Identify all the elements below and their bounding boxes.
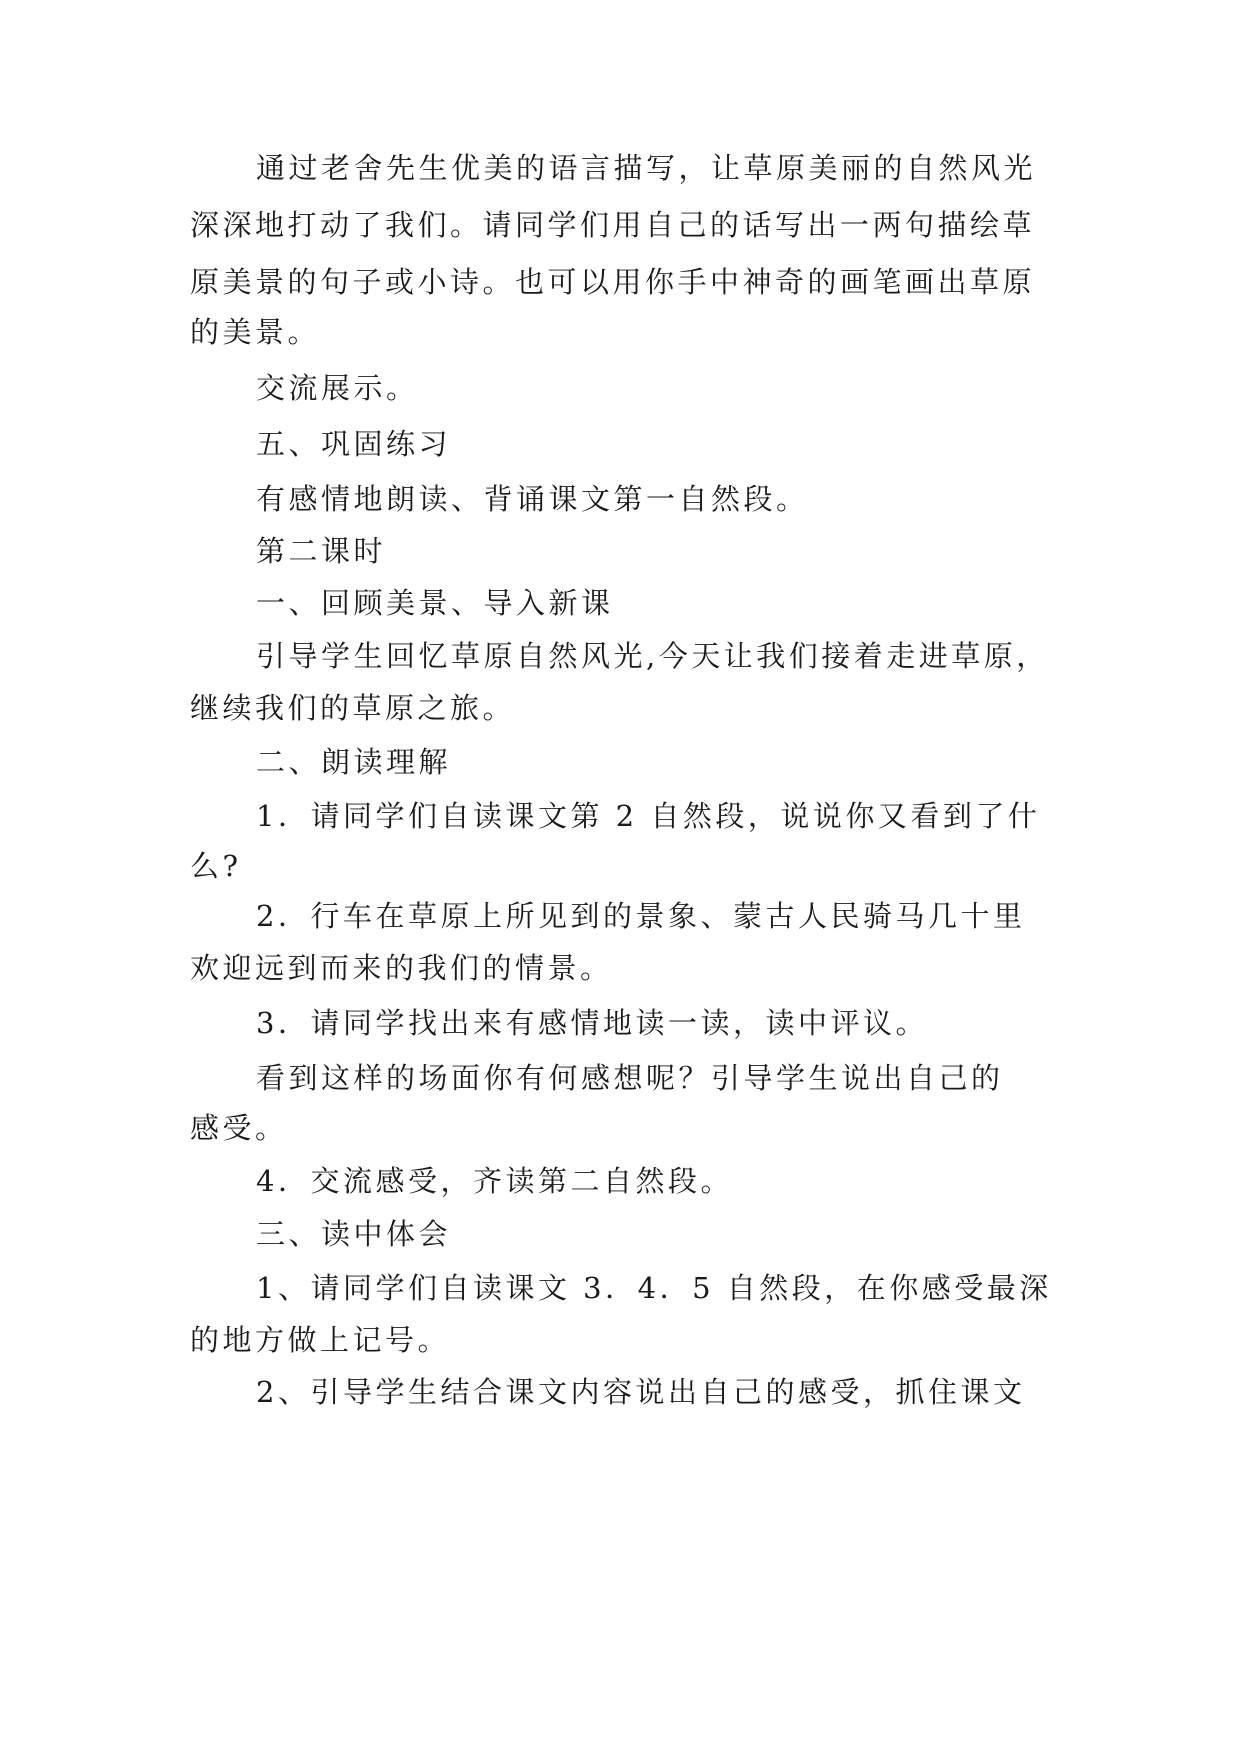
section-heading: 五、巩固练习	[256, 427, 452, 461]
text-line: 3．请同学找出来有感情地读一读，读中评议。	[256, 1006, 928, 1040]
text-line: 交流展示。	[256, 371, 419, 405]
text-line: 继续我们的草原之旅。	[190, 691, 516, 725]
text-line: 2、引导学生结合课文内容说出自己的感受，抓住课文	[256, 1375, 1026, 1409]
text-line: 感受。	[190, 1111, 288, 1145]
text-line: 通过老舍先生优美的语言描写，让草原美丽的自然风光	[256, 151, 1037, 185]
section-heading: 一、回顾美景、导入新课	[256, 586, 614, 620]
text-line: 引导学生回忆草原自然风光,今天让我们接着走进草原，	[256, 639, 1049, 673]
text-line: 1．请同学们自读课文第 2 自然段，说说你又看到了什	[256, 799, 1041, 833]
text-line: 么?	[190, 849, 242, 883]
section-heading: 第二课时	[256, 534, 387, 568]
text-line: 欢迎远到而来的我们的情景。	[190, 951, 613, 985]
text-line: 深深地打动了我们。请同学们用自己的话写出一两句描绘草	[190, 208, 1036, 242]
text-line: 1、请同学们自读课文 3．4．5 自然段，在你感受最深	[256, 1271, 1052, 1305]
text-line: 原美景的句子或小诗。也可以用你手中神奇的画笔画出草原	[190, 265, 1036, 299]
text-line: 的地方做上记号。	[190, 1323, 451, 1357]
text-line: 2．行车在草原上所见到的景象、蒙古人民骑马几十里	[256, 899, 1026, 933]
text-line: 的美景。	[190, 315, 321, 349]
section-heading: 三、读中体会	[256, 1217, 452, 1251]
text-line: 4．交流感受，齐读第二自然段。	[256, 1164, 733, 1198]
section-heading: 二、朗读理解	[256, 745, 452, 779]
text-line: 看到这样的场面你有何感想呢？引导学生说出自己的	[256, 1061, 1004, 1095]
text-line: 有感情地朗读、背诵课文第一自然段。	[256, 482, 809, 516]
